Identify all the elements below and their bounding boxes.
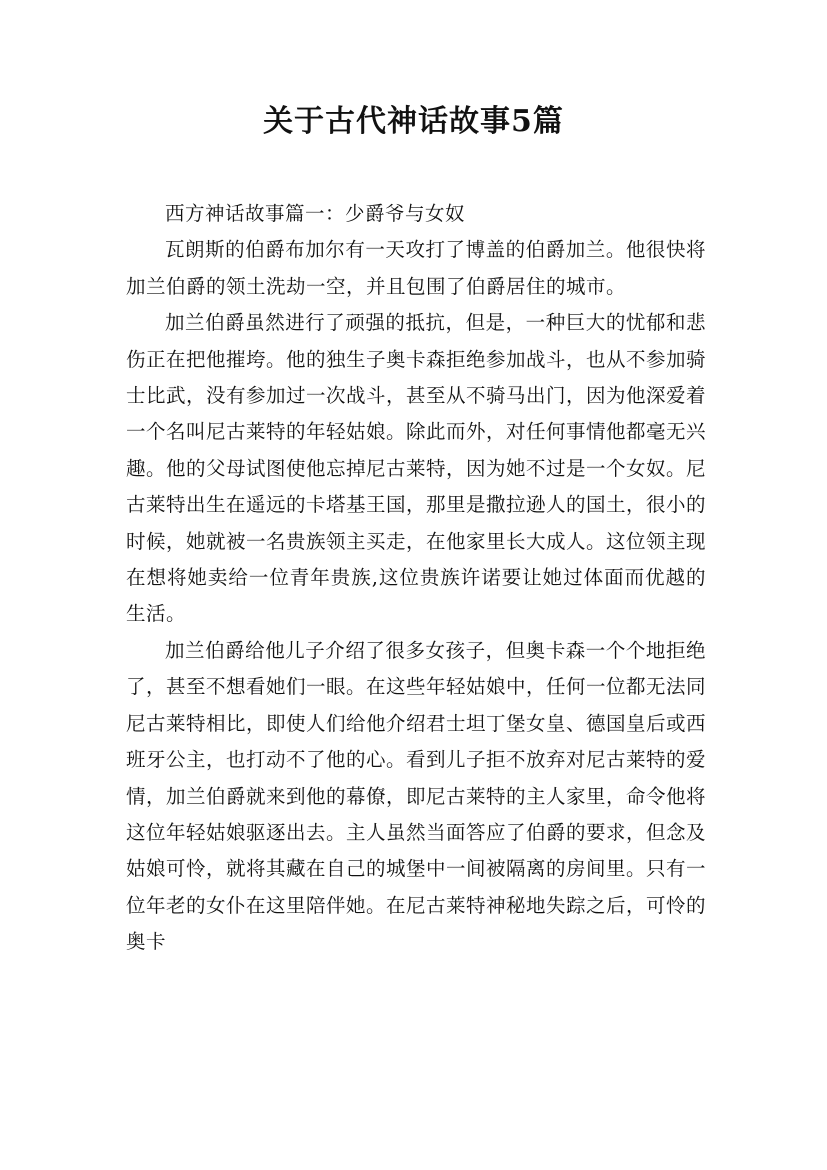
paragraph: 瓦朗斯的伯爵布加尔有一天攻打了博盖的伯爵加兰。他很快将加兰伯爵的领土洗劫一空，并且包围了伯爵居住的城市。 <box>126 238 706 298</box>
paragraph: 加兰伯爵虽然进行了顽强的抵抗，但是，一种巨大的忧郁和悲伤正在把他摧垮。他的独生子奥卡森拒绝参加战斗，也从不参加骑士比武，没有参加过一次战斗，甚至从不骑马出门，因为他深爱着一个名叫尼古莱特的年轻姑娘。除此而外，对任何事情他都毫无兴趣。他的父母试图使他忘掉尼古莱特，因为她不过是一个女奴。尼古莱特出生在遥远的卡塔基王国，那里是撒拉逊人的国土，很小的时候，她就被一名贵族领主买走，在他家里长大成人。这位领主现在想将她卖给一位青年贵族,这位贵族许诺要让她过体面而优越的生活。 <box>126 311 707 626</box>
document-title: 关于古代神话故事5篇 <box>263 104 564 139</box>
paragraph: 加兰伯爵给他儿子介绍了很多女孩子，但奥卡森一个个地拒绝了，甚至不想看她们一眼。在这些年轻姑娘中，任何一位都无法同尼古莱特相比，即使人们给他介绍君士坦丁堡女皇、德国皇后或西班牙公主，也打动不了他的心。看到儿子拒不放弃对尼古莱特的爱情，加兰伯爵就来到他的幕僚，即尼古莱特的主人家里，命令他将这位年轻姑娘驱逐出去。主人虽然当面答应了伯爵的要求，但念及姑娘可怜，就将其藏在自己的城堡中一间被隔离的房间里。只有一位年老的女仆在这里陪伴她。在尼古莱特神秘地失踪之后，可怜的奥卡 <box>126 638 707 954</box>
document-body <box>126 196 706 961</box>
paragraph-section-heading: 西方神话故事篇一：少爵爷与女奴 <box>165 202 466 225</box>
